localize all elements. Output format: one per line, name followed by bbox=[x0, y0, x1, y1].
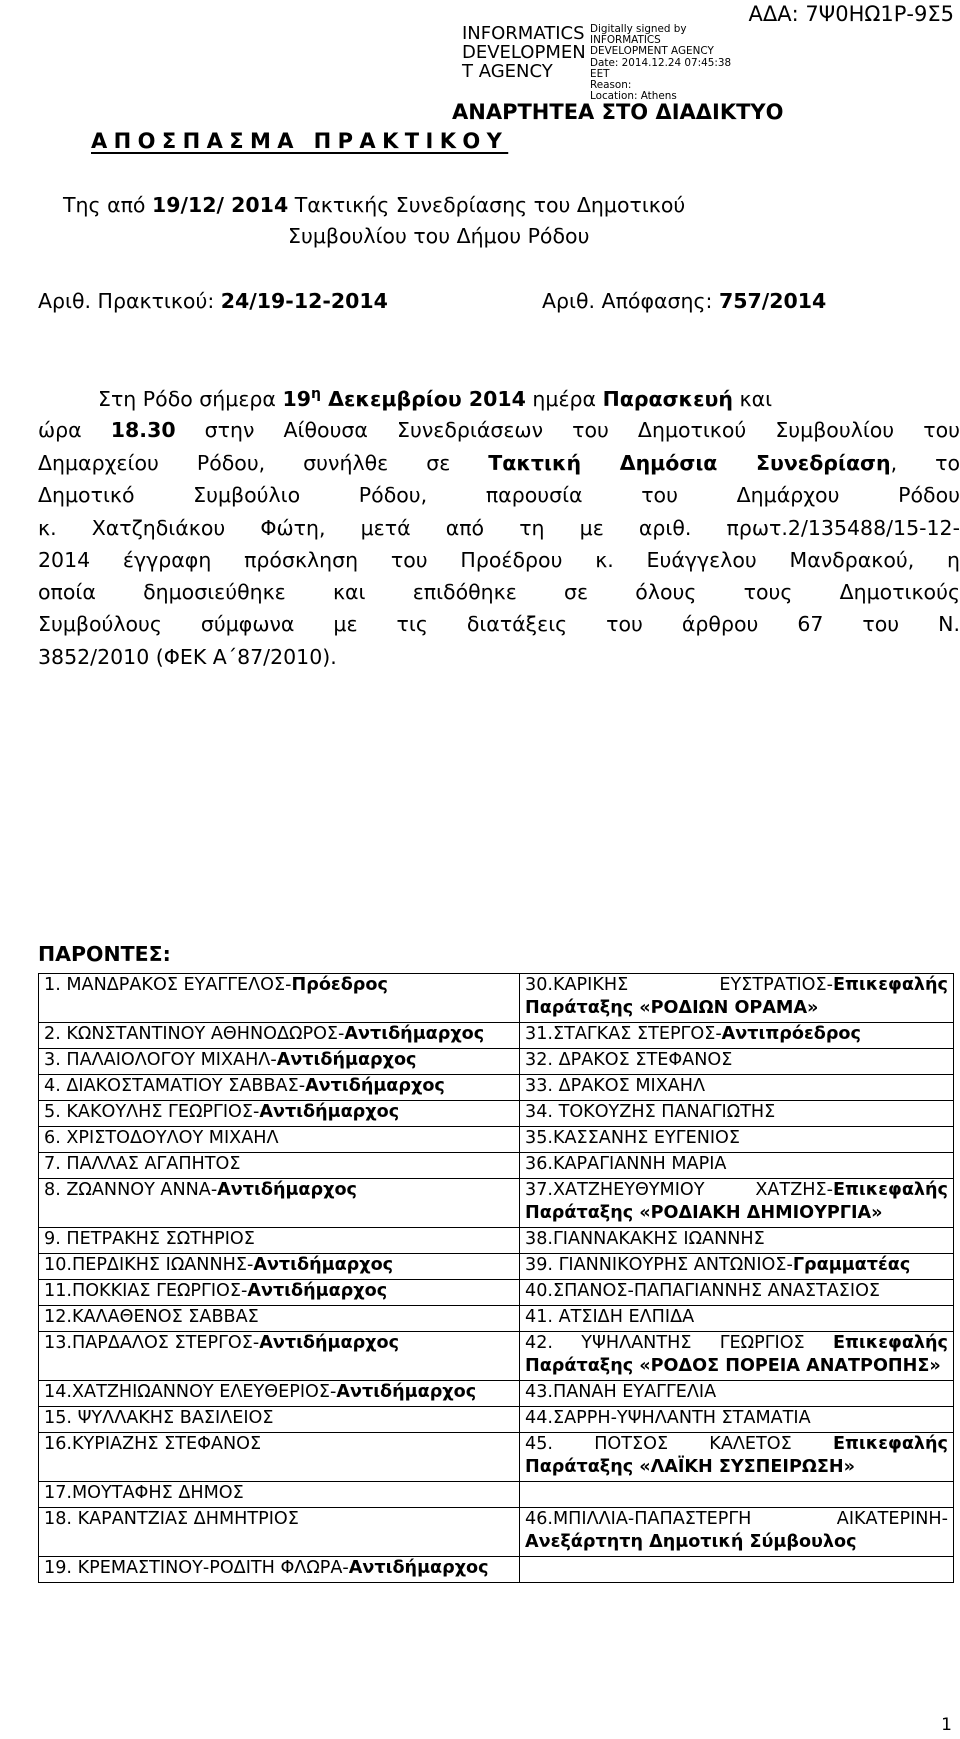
member-name: 32. ΔΡΑΚΟΣ ΣΤΕΦΑΝΟΣ bbox=[525, 1050, 733, 1070]
member-name: 14.ΧΑΤΖΗΙΩΑΝΝΟΥ ΕΛΕΥΘΕΡΙΟΣ- bbox=[44, 1382, 337, 1402]
decision-number: Αριθ. Απόφασης: 757/2014 bbox=[542, 289, 827, 313]
member-row bbox=[39, 1433, 954, 1482]
member-row bbox=[39, 1306, 954, 1332]
member-right-cell bbox=[520, 1179, 954, 1228]
present-heading: ΠΑΡΟΝΤΕΣ: bbox=[38, 942, 171, 966]
member-right-cell bbox=[520, 1023, 954, 1049]
member-left-cell bbox=[39, 1407, 520, 1433]
meeting-line-1: Της από 19/12/ 2014 Τακτικής Συνεδρίασης του Δημοτικού bbox=[63, 193, 686, 217]
member-name: 15. ΨΥΛΛΑΚΗΣ ΒΑΣΙΛΕΙΟΣ bbox=[44, 1408, 274, 1428]
member-name: 37.ΧΑΤΖΗΕΥΘΥΜΙΟΥ ΧΑΤΖΗΣ- bbox=[525, 1180, 833, 1200]
member-name: 43.ΠΑΝΑΗ ΕΥΑΓΓΕΛΙΑ bbox=[525, 1382, 717, 1402]
member-row bbox=[39, 974, 954, 1023]
member-left-cell bbox=[39, 1179, 520, 1228]
member-name: 8. ΖΩΑΝΝΟΥ ΑΝΝΑ- bbox=[44, 1180, 218, 1200]
member-name: 31.ΣΤΑΓΚΑΣ ΣΤΕΡΓΟΣ- bbox=[525, 1024, 722, 1044]
minutes-number: Αριθ. Πρακτικού: 24/19-12-2014 bbox=[38, 289, 388, 313]
member-left-cell bbox=[39, 1508, 520, 1557]
member-name: 38.ΓΙΑΝΝΑΚΑΚΗΣ ΙΩΑΝΝΗΣ bbox=[525, 1229, 765, 1249]
member-row bbox=[39, 1101, 954, 1127]
member-right-cell bbox=[520, 1407, 954, 1433]
member-name: 46.ΜΠΙΛΛΙΑ-ΠΑΠΑΣΤΕΡΓΗ ΑΙΚΑΤΕΡΙΝΗ- bbox=[525, 1509, 948, 1529]
member-row bbox=[39, 1127, 954, 1153]
member-name: 34. ΤΟΚΟΥΖΗΣ ΠΑΝΑΓΙΩΤΗΣ bbox=[525, 1102, 776, 1122]
member-name: 7. ΠΑΛΛΑΣ ΑΓΑΠΗΤΟΣ bbox=[44, 1154, 241, 1174]
member-right-cell bbox=[520, 1228, 954, 1254]
member-name: 44.ΣΑΡΡΗ-ΥΨΗΛΑΝΤΗ ΣΤΑΜΑΤΙΑ bbox=[525, 1408, 811, 1428]
member-name: 41. ΑΤΣΙΔΗ ΕΛΠΙΔΑ bbox=[525, 1307, 695, 1327]
signature-details: Digitally signed by INFORMATICS DEVELOPMENT AGENCY Date: 2014.12.24 07:45:38 EET Reason: Location: Athens bbox=[590, 23, 732, 103]
signature-name: INFORMATICS DEVELOPMEN T AGENCY bbox=[462, 23, 586, 82]
member-role: Αντιδήμαρχος bbox=[253, 1255, 394, 1275]
member-right-cell bbox=[520, 1280, 954, 1306]
member-left-cell bbox=[39, 1557, 520, 1583]
member-name: 16.ΚΥΡΙΑΖΗΣ ΣΤΕΦΑΝΟΣ bbox=[44, 1434, 262, 1454]
member-role: Επικεφαλής Παράταξης «ΡΟΔΙΩΝ ΟΡΑΜΑ» bbox=[525, 975, 948, 1018]
member-name: 39. ΓΙΑΝΝΙΚΟΥΡΗΣ ΑΝΤΩΝΙΟΣ- bbox=[525, 1255, 793, 1275]
member-role: Γραμματέας bbox=[792, 1255, 911, 1275]
member-left-cell bbox=[39, 1254, 520, 1280]
member-name: 11.ΠΟΚΚΙΑΣ ΓΕΩΡΓΙΟΣ- bbox=[44, 1281, 248, 1301]
posted-title: ΑΝΑΡΤΗΤΕΑ ΣΤΟ ΔΙΑΔΙΚΤΥΟ bbox=[452, 100, 784, 124]
member-name: 17.ΜΟΥΤΑΦΗΣ ΔΗΜΟΣ bbox=[44, 1483, 244, 1503]
member-left-cell bbox=[39, 974, 520, 1023]
member-role: Αντιδήμαρχος bbox=[217, 1180, 357, 1200]
member-left-cell bbox=[39, 1482, 520, 1508]
member-name: 33. ΔΡΑΚΟΣ ΜΙΧΑΗΛ bbox=[525, 1076, 706, 1096]
member-name: 12.ΚΑΛΑΘΕΝΟΣ ΣΑΒΒΑΣ bbox=[44, 1307, 259, 1327]
member-row bbox=[39, 1407, 954, 1433]
member-right-cell bbox=[520, 1433, 954, 1482]
member-left-cell bbox=[39, 1127, 520, 1153]
member-row bbox=[39, 1254, 954, 1280]
body-line-9: 3852/2010 (ΦΕΚ Α΄87/2010). bbox=[38, 645, 337, 669]
member-left-cell bbox=[39, 1433, 520, 1482]
member-row bbox=[39, 1332, 954, 1381]
member-right-cell bbox=[520, 1254, 954, 1280]
member-row bbox=[39, 1075, 954, 1101]
member-right-cell bbox=[520, 1508, 954, 1557]
member-name: 5. ΚΑΚΟΥΛΗΣ ΓΕΩΡΓΙΟΣ- bbox=[44, 1102, 260, 1122]
member-name: 19. ΚΡΕΜΑΣΤΙΝΟΥ-ΡΟΔΙΤΗ ΦΛΩΡΑ- bbox=[44, 1558, 349, 1578]
member-role: Αντιδήμαρχος bbox=[336, 1382, 477, 1402]
member-row bbox=[39, 1179, 954, 1228]
member-right-cell bbox=[520, 1101, 954, 1127]
member-name: 3. ΠΑΛΑΙΟΛΟΓΟΥ ΜΙΧΑΗΛ- bbox=[44, 1050, 277, 1070]
member-role: Αντιδήμαρχος bbox=[247, 1281, 388, 1301]
member-role: Πρόεδρος bbox=[291, 975, 388, 995]
member-name: 9. ΠΕΤΡΑΚΗΣ ΣΩΤΗΡΙΟΣ bbox=[44, 1229, 255, 1249]
member-role: Αντιδήμαρχος bbox=[259, 1333, 400, 1353]
body-line-3: Δημαρχείου Ρόδου, συνήλθε σε Τακτική Δημόσια Συνεδρίαση, το bbox=[38, 451, 960, 475]
member-right-cell bbox=[520, 1153, 954, 1179]
member-name: 2. ΚΩΝΣΤΑΝΤΙΝΟΥ ΑΘΗΝΟΔΩΡΟΣ- bbox=[44, 1024, 345, 1044]
body-line-4: Δημοτικό Συμβούλιο Ρόδου, παρουσία του Δημάρχου Ρόδου bbox=[38, 483, 960, 507]
member-row bbox=[39, 1023, 954, 1049]
member-name: 4. ΔΙΑΚΟΣΤΑΜΑΤΙΟΥ ΣΑΒΒΑΣ- bbox=[44, 1076, 306, 1096]
member-left-cell bbox=[39, 1023, 520, 1049]
member-role: Επικεφαλής Παράταξης «ΡΟΔΙΑΚΗ ΔΗΜΙΟΥΡΓΙΑ» bbox=[525, 1180, 948, 1223]
member-role: Αντιπρόεδρος bbox=[721, 1024, 861, 1044]
member-right-cell bbox=[520, 1075, 954, 1101]
member-name: 1. ΜΑΝΔΡΑΚΟΣ ΕΥΑΓΓΕΛΟΣ- bbox=[44, 975, 292, 995]
member-role: Ανεξάρτητη Δημοτική Σύμβουλος bbox=[525, 1532, 857, 1552]
member-name: 10.ΠΕΡΔΙΚΗΣ ΙΩΑΝΝΗΣ- bbox=[44, 1255, 254, 1275]
member-role: Αντιδήμαρχος bbox=[259, 1102, 400, 1122]
member-row bbox=[39, 1508, 954, 1557]
member-name: 30.ΚΑΡΙΚΗΣ ΕΥΣΤΡΑΤΙΟΣ- bbox=[525, 975, 833, 995]
member-name: 6. ΧΡΙΣΤΟΔΟΥΛΟΥ ΜΙΧΑΗΛ bbox=[44, 1128, 279, 1148]
body-line-6: 2014 έγγραφη πρόσκληση του Προέδρου κ. Ευάγγελου Μανδρακού, η bbox=[38, 548, 960, 572]
member-role: Αντιδήμαρχος bbox=[348, 1558, 489, 1578]
member-row bbox=[39, 1482, 954, 1508]
member-row bbox=[39, 1280, 954, 1306]
member-left-cell bbox=[39, 1153, 520, 1179]
member-left-cell bbox=[39, 1332, 520, 1381]
extract-title: ΑΠΟΣΠΑΣΜΑ ΠΡΑΚΤΙΚΟΥ bbox=[91, 129, 509, 153]
member-row bbox=[39, 1153, 954, 1179]
member-row bbox=[39, 1049, 954, 1075]
present-members-table bbox=[38, 973, 954, 1583]
member-right-cell bbox=[520, 1332, 954, 1381]
member-right-cell bbox=[520, 1557, 954, 1583]
body-line-8: Συμβούλους σύμφωνα με τις διατάξεις του άρθρου 67 του Ν. bbox=[38, 612, 960, 636]
member-name: 13.ΠΑΡΔΑΛΟΣ ΣΤΕΡΓΟΣ- bbox=[44, 1333, 260, 1353]
meeting-line-2: Συμβουλίου του Δήμου Ρόδου bbox=[288, 224, 590, 248]
member-right-cell bbox=[520, 974, 954, 1023]
member-role: Αντιδήμαρχος bbox=[276, 1050, 417, 1070]
body-line-2: ώρα 18.30 στην Αίθουσα Συνεδριάσεων του Δημοτικού Συμβουλίου του bbox=[38, 418, 960, 442]
member-role: Αντιδήμαρχος bbox=[344, 1024, 485, 1044]
member-left-cell bbox=[39, 1049, 520, 1075]
member-row bbox=[39, 1381, 954, 1407]
member-name: 35.ΚΑΣΣΑΝΗΣ ΕΥΓΕΝΙΟΣ bbox=[525, 1128, 741, 1148]
member-role: Αντιδήμαρχος bbox=[305, 1076, 445, 1096]
member-role: Επικεφαλής Παράταξης «ΛΑΪΚΗ ΣΥΣΠΕΙΡΩΣΗ» bbox=[525, 1434, 948, 1477]
body-line-7: οποία δημοσιεύθηκε και επιδόθηκε σε όλους τους Δημοτικούς bbox=[38, 580, 960, 604]
member-right-cell bbox=[520, 1306, 954, 1332]
member-name: 18. ΚΑΡΑΝΤΖΙΑΣ ΔΗΜΗΤΡΙΟΣ bbox=[44, 1509, 299, 1529]
member-role: Επικεφαλής Παράταξης «ΡΟΔΟΣ ΠΟΡΕΙΑ ΑΝΑΤΡΟΠΗΣ» bbox=[525, 1333, 948, 1376]
page-number: 1 bbox=[941, 1715, 952, 1735]
member-name: 36.ΚΑΡΑΓΙΑΝΝΗ ΜΑΡΙΑ bbox=[525, 1154, 727, 1174]
member-left-cell bbox=[39, 1101, 520, 1127]
member-left-cell bbox=[39, 1075, 520, 1101]
member-left-cell bbox=[39, 1280, 520, 1306]
body-line-5: κ. Χατζηδιάκου Φώτη, μετά από τη με αριθ. πρωτ.2/135488/15-12- bbox=[38, 516, 960, 540]
member-row bbox=[39, 1228, 954, 1254]
member-name: 45. ΠΟΤΣΟΣ ΚΑΛΕΤΟΣ bbox=[525, 1434, 833, 1454]
member-left-cell bbox=[39, 1228, 520, 1254]
member-name: 40.ΣΠΑΝΟΣ-ΠΑΠΑΓΙΑΝΝΗΣ ΑΝΑΣΤΑΣΙΟΣ bbox=[525, 1281, 881, 1301]
body-line-1: Στη Ρόδο σήμερα $19^\eta$ Δεκεμβρίου 2014 ημέρα Παρασκευή και bbox=[98, 386, 773, 411]
member-right-cell bbox=[520, 1381, 954, 1407]
member-left-cell bbox=[39, 1306, 520, 1332]
ada-code: ΑΔΑ: 7Ψ0ΗΩ1Ρ-9Σ5 bbox=[748, 2, 954, 26]
member-name: 42. ΥΨΗΛΑΝΤΗΣ ΓΕΩΡΓΙΟΣ bbox=[525, 1333, 833, 1353]
member-right-cell bbox=[520, 1127, 954, 1153]
member-right-cell bbox=[520, 1482, 954, 1508]
member-left-cell bbox=[39, 1381, 520, 1407]
member-row bbox=[39, 1557, 954, 1583]
member-right-cell bbox=[520, 1049, 954, 1075]
